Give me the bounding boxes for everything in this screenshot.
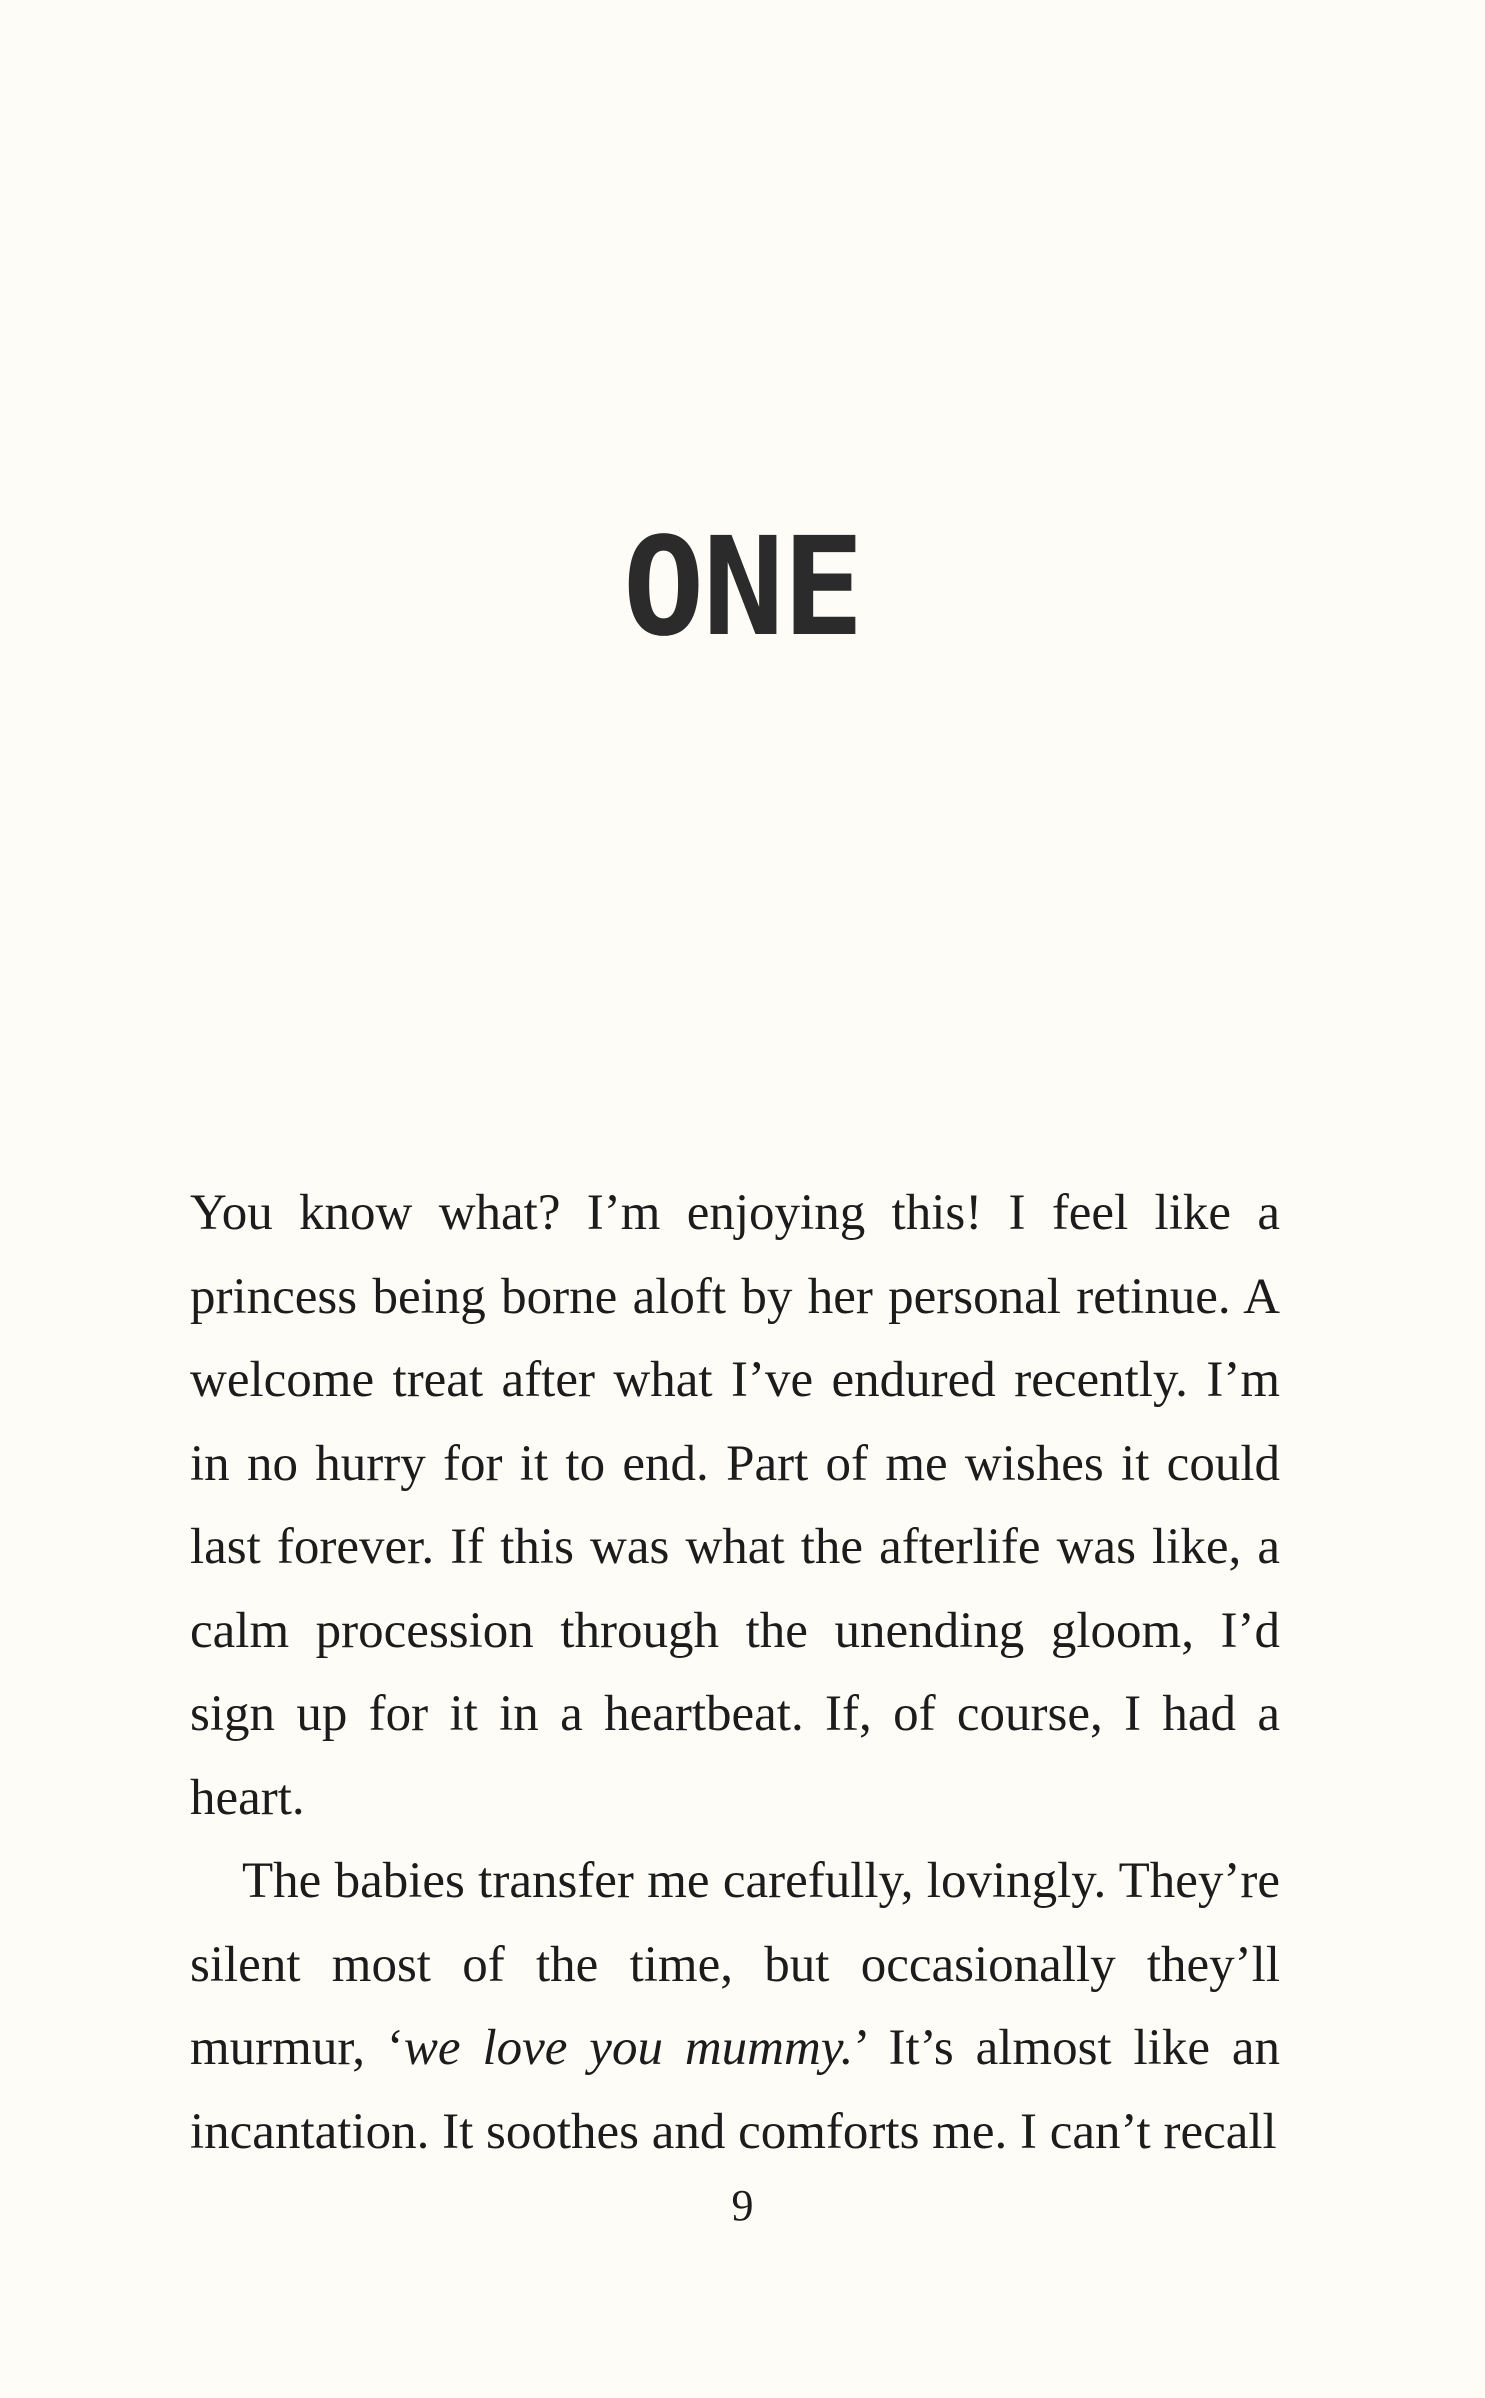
chapter-title: ONE <box>622 509 863 667</box>
paragraph-2-end: ’ It’s almost like an incantation. It soothes and comforts me. I can’t recall <box>190 2020 1281 2160</box>
page-number: 9 <box>731 2181 754 2230</box>
paragraph-1: You know what? I’m enjoying this! I feel like a princess being borne aloft by her personal retinue. A welcome treat after what I’ve endured recently. I’m in no hurry for it to end. Part of me wishes it could last forever. If this was what the afterlife was like, a calm procession through the unending gloom, I’d sign up for it in a heartbeat. If, of course, I had a heart. <box>190 1185 1280 1826</box>
paragraph-2 <box>190 1840 1280 2174</box>
body-text <box>190 1172 1280 2174</box>
paragraph-2-start: The babies transfer me carefully, lovingly. They’re silent most of the time, but occasionally they’ll murmur, ‘ <box>190 1853 1280 2076</box>
paragraph-2-italic: we love you mummy. <box>403 2020 854 2076</box>
